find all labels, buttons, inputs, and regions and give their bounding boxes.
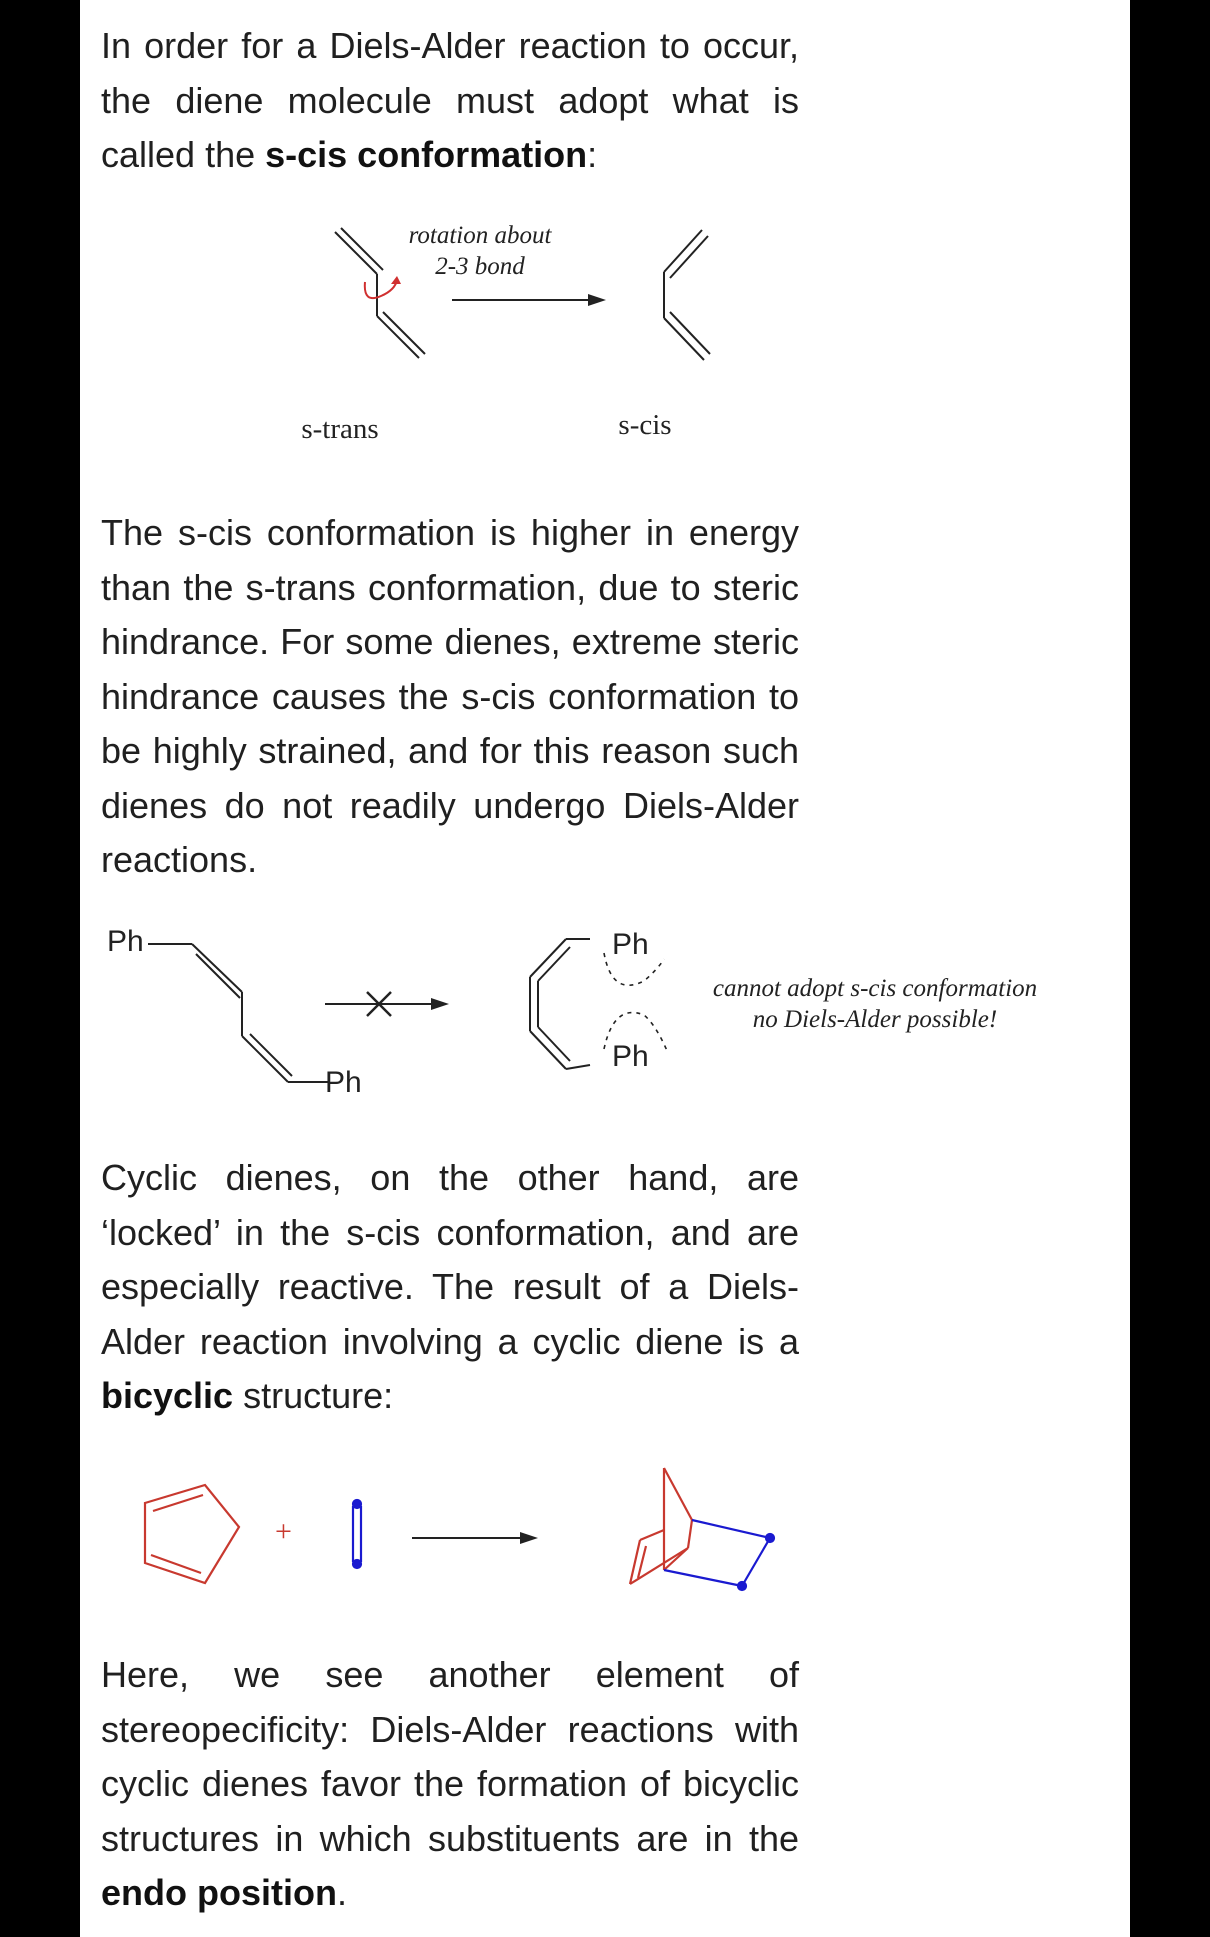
paragraph-intro-punct: : — [587, 134, 598, 175]
term-bicyclic: bicyclic — [101, 1375, 234, 1416]
paragraph-endo-punct: . — [336, 1872, 347, 1913]
ph-right-top-label: Ph — [612, 928, 649, 961]
arrow-label-line1: rotation about — [408, 222, 552, 249]
product-arrow — [410, 1528, 540, 1548]
s-trans-label: s-trans — [301, 413, 379, 445]
document-page — [80, 0, 1130, 1937]
blocked-reaction-arrow — [325, 990, 455, 1030]
s-cis-label: s-cis — [618, 409, 672, 441]
term-s-cis-conformation: s-cis conformation — [265, 134, 588, 175]
paragraph-intro-text: In order for a Diels-Alder reaction to occur, the diene molecule must adopt what is called the — [101, 25, 799, 175]
paragraph-cyclic-text: Cyclic dienes, on the other hand, are ‘locked’ in the s-cis conformation, and are especially reactive. The result of a Diels-Alder reaction involving a cyclic diene is a — [101, 1157, 799, 1362]
note-line1: cannot adopt s-cis conformation — [712, 975, 1038, 1002]
term-endo-position: endo position — [101, 1872, 337, 1913]
ph-top-left-label: Ph — [107, 925, 144, 958]
paragraph-intro — [101, 19, 799, 183]
paragraph-cyclic-end: structure: — [233, 1375, 394, 1416]
ph-bottom-label: Ph — [325, 1066, 362, 1099]
ph-right-bottom-label: Ph — [612, 1040, 649, 1073]
diphenyl-s-cis-structure — [520, 925, 690, 1085]
cyclopentadiene-structure — [135, 1475, 285, 1595]
arrow-label-line2: 2-3 bond — [435, 253, 525, 280]
paragraph-endo — [101, 1648, 799, 1921]
reaction-arrow — [370, 290, 610, 310]
paragraph-energy: The s-cis conformation is higher in energy than the s-trans conformation, due to steric hindrance. For some dienes, extreme steric hindrance causes the s-cis conformation to be highly strained, and for this reason such dienes do not readily undergo Diels-Alder reactions. — [101, 512, 799, 880]
ethylene-structure — [342, 1498, 372, 1572]
note-line2: no Diels-Alder possible! — [752, 1006, 998, 1033]
plus-sign: + — [275, 1515, 292, 1548]
paragraph-cyclic-dienes — [101, 1151, 799, 1424]
paragraph-endo-text: Here, we see another element of stereopecificity: Diels-Alder reactions with cyclic dienes favor the formation of bicyclic structures in which substituents are in the — [101, 1654, 799, 1859]
norbornene-structure — [600, 1460, 840, 1600]
s-cis-diene-structure — [650, 220, 730, 370]
